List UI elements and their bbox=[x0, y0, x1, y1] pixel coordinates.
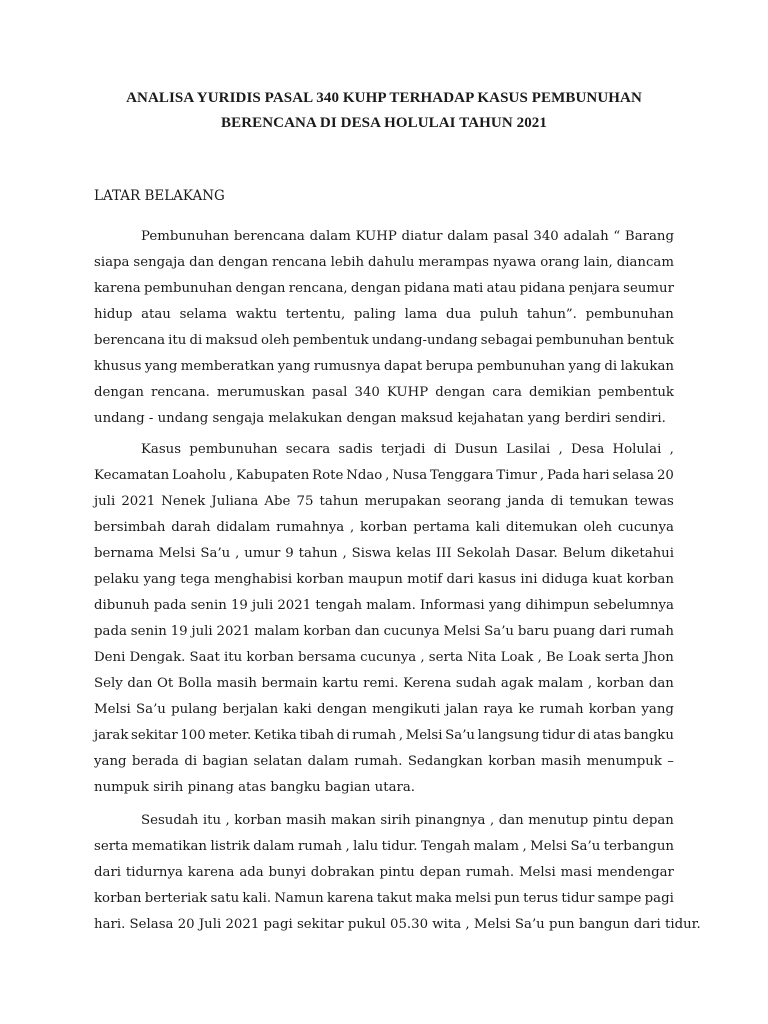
paragraph-line: Deni Dengak. Saat itu korban bersama cucunya , serta Nita Loak , Be Loak serta Jhon bbox=[94, 650, 674, 665]
paragraph-line: undang - undang sengaja melakukan dengan maksud kejahatan yang berdiri sendiri. bbox=[94, 411, 666, 426]
paragraph-line: Melsi Sa’u pulang berjalan kaki dengan mengikuti jalan raya ke rumah korban yang bbox=[94, 702, 674, 717]
paragraph-line: Pembunuhan berencana dalam KUHP diatur dalam pasal 340 adalah “ Barang bbox=[141, 229, 674, 244]
paragraph-line: karena pembunuhan dengan rencana, dengan pidana mati atau pidana penjara seumur bbox=[94, 281, 674, 296]
section-heading: LATAR BELAKANG bbox=[94, 188, 225, 204]
paragraph-line: Kasus pembunuhan secara sadis terjadi di Dusun Lasilai , Desa Holulai , bbox=[141, 442, 674, 457]
paragraph-line: Sesudah itu , korban masih makan sirih pinangnya , dan menutup pintu depan bbox=[141, 813, 674, 828]
paragraph-line: siapa sengaja dan dengan rencana lebih dahulu merampas nyawa orang lain, diancam bbox=[94, 255, 674, 270]
paragraph-line: bersimbah darah didalam rumahnya , korban pertama kali ditemukan oleh cucunya bbox=[94, 520, 674, 535]
paragraph-line: numpuk sirih pinang atas bangku bagian utara. bbox=[94, 780, 416, 795]
title-line-2: BERENCANA DI DESA HOLULAI TAHUN 2021 bbox=[220, 115, 548, 131]
paragraph-line: dengan rencana. merumuskan pasal 340 KUHP dengan cara demikian pembentuk bbox=[94, 385, 674, 400]
paragraph-line: Kecamatan Loaholu , Kabupaten Rote Ndao , Nusa Tenggara Timur , Pada hari selasa 20 bbox=[94, 468, 674, 483]
paragraph-line: pada senin 19 juli 2021 malam korban dan cucunya Melsi Sa’u baru puang dari rumah bbox=[94, 624, 674, 639]
paragraph-line: berencana itu di maksud oleh pembentuk undang-undang sebagai pembunuhan bentuk bbox=[94, 333, 674, 348]
paragraph-line: hari. Selasa 20 Juli 2021 pagi sekitar pukul 05.30 wita , Melsi Sa’u pun bangun dari tidur. bbox=[94, 917, 701, 932]
paragraph bbox=[94, 224, 674, 432]
paragraph-line: Sely dan Ot Bolla masih bermain kartu remi. Kerena sudah agak malam , korban dan bbox=[94, 676, 674, 691]
paragraph bbox=[94, 437, 674, 801]
paragraph-line: yang berada di bagian selatan dalam rumah. Sedangkan korban masih menumpuk – bbox=[94, 754, 674, 769]
paragraph-line: juli 2021 Nenek Juliana Abe 75 tahun merupakan seorang janda di temukan tewas bbox=[94, 494, 674, 509]
title-line-1: ANALISA YURIDIS PASAL 340 KUHP TERHADAP KASUS PEMBUNUHAN bbox=[126, 90, 642, 106]
paragraph-line: korban berteriak satu kali. Namun karena takut maka melsi pun terus tidur sampe pagi bbox=[94, 891, 674, 906]
paragraph-line: khusus yang memberatkan yang rumusnya dapat berupa pembunuhan yang di lakukan bbox=[94, 359, 674, 374]
paragraph-line: serta mematikan listrik dalam rumah , lalu tidur. Tengah malam , Melsi Sa’u terbangun bbox=[94, 839, 674, 854]
paragraph-line: jarak sekitar 100 meter. Ketika tibah di rumah , Melsi Sa’u langsung tidur di atas bangku bbox=[94, 728, 674, 743]
paragraph-line: hidup atau selama waktu tertentu, paling lama dua puluh tahun”. pembunuhan bbox=[94, 307, 674, 322]
paragraph-line: dibunuh pada senin 19 juli 2021 tengah malam. Informasi yang dihimpun sebelumnya bbox=[94, 598, 674, 613]
document-title bbox=[92, 86, 676, 136]
paragraph-line: dari tidurnya karena ada bunyi dobrakan pintu depan rumah. Melsi masi mendengar bbox=[94, 865, 674, 880]
paragraph-line: bernama Melsi Sa’u , umur 9 tahun , Siswa kelas III Sekolah Dasar. Belum diketahui bbox=[94, 546, 674, 561]
paragraph-line: pelaku yang tega menghabisi korban maupun motif dari kasus ini diduga kuat korban bbox=[94, 572, 674, 587]
paragraph bbox=[94, 808, 701, 938]
